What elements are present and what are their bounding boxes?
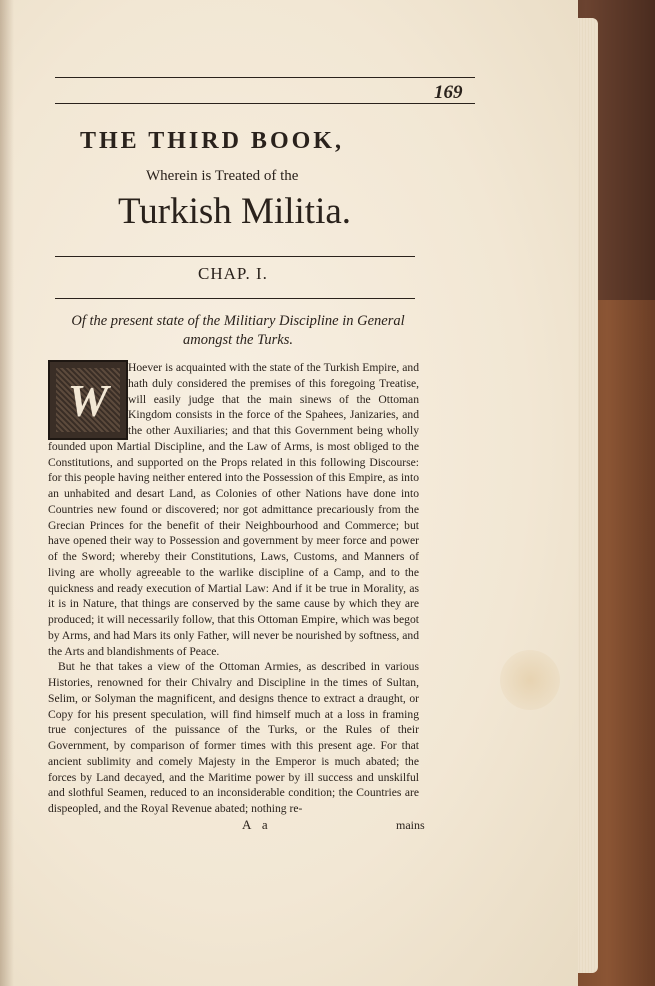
chapter-rule [55,298,415,299]
paper-stain [500,650,560,710]
catchword: mains [396,818,425,832]
book-title: THE THIRD BOOK, [80,128,344,154]
top-rule [55,77,475,78]
header-rule [55,103,475,104]
title-rule [55,256,415,257]
paragraph-2: But he that takes a view of the Ottoman Armies, as described in various Histories, renowned for their Chivalry and Discipline in the times of Sultan, Selim, or Solyman the magnificent, and designs thence to extract a draught, or Copy for his present speculation, will find himself much at a loss in framing true conjectures of the puissance of the Turks, or the Rules of their Government, by comparison of former times with this present age. For that ancient sublimity and comely Majesty in the Emperor is much abated; the forces by Land decayed, and the Maritime power by ill success and unskilful and slothful Seamen, reduced to an inconsiderable condition; the Countries are dispeopled, and the Royal Revenue abated; nothing re- [48,660,419,815]
decorative-initial [48,360,128,440]
gutter-shadow [0,0,14,986]
section-heading: Of the present state of the Militiary Discipline in General amongst the Turks. [71,313,405,348]
book-subtitle: Wherein is Treated of the [146,168,299,184]
main-title: Turkish Militia. [118,191,352,232]
paragraph-1: Hoever is acquainted with the state of the Turkish Empire, and hath duly considered the premises of this foregoing Treatise, will easily judge that the main sinews of the Ottoman Kingdom consists in the force of the Spahees, Janizaries, and the other Auxiliaries; and that this Government being wholly founded upon Martial Discipline, and the Law of Arms, is most obliged to the Constitutions, and supported on the Props related in this following Discourse: for this people having neither entered into the Possession of this Empire, as into an unhabited and desart Land, as Colonies of other Nations have done into Countries new found or discovered; nor got admittance precariously from the Grecian Princes for the benefit of their Neighbourhood and Commerce; but have opened their way to Possession and government by meer force and power of the Sword; whereby their Constitutions, Laws, Customs, and Manners of living are wholly agreeable to the warlike discipline of a Camp, and to the quickness and ready execution of Martial Law: And if it be true in Morality, as it is in Nature, that things are conserved by the same cause by which they are produced; it will necessarily follow, that this Ottoman Empire, which was begot by Arms, and had Mars its only Father, will never be nourished by softness, and the Arts and blandishments of Peace. [48,361,419,658]
signature-mark: A a [242,817,272,832]
page-number: 169 [434,82,463,103]
dropcap-letter: W [56,368,120,432]
chapter-heading: CHAP. I. [198,264,268,283]
